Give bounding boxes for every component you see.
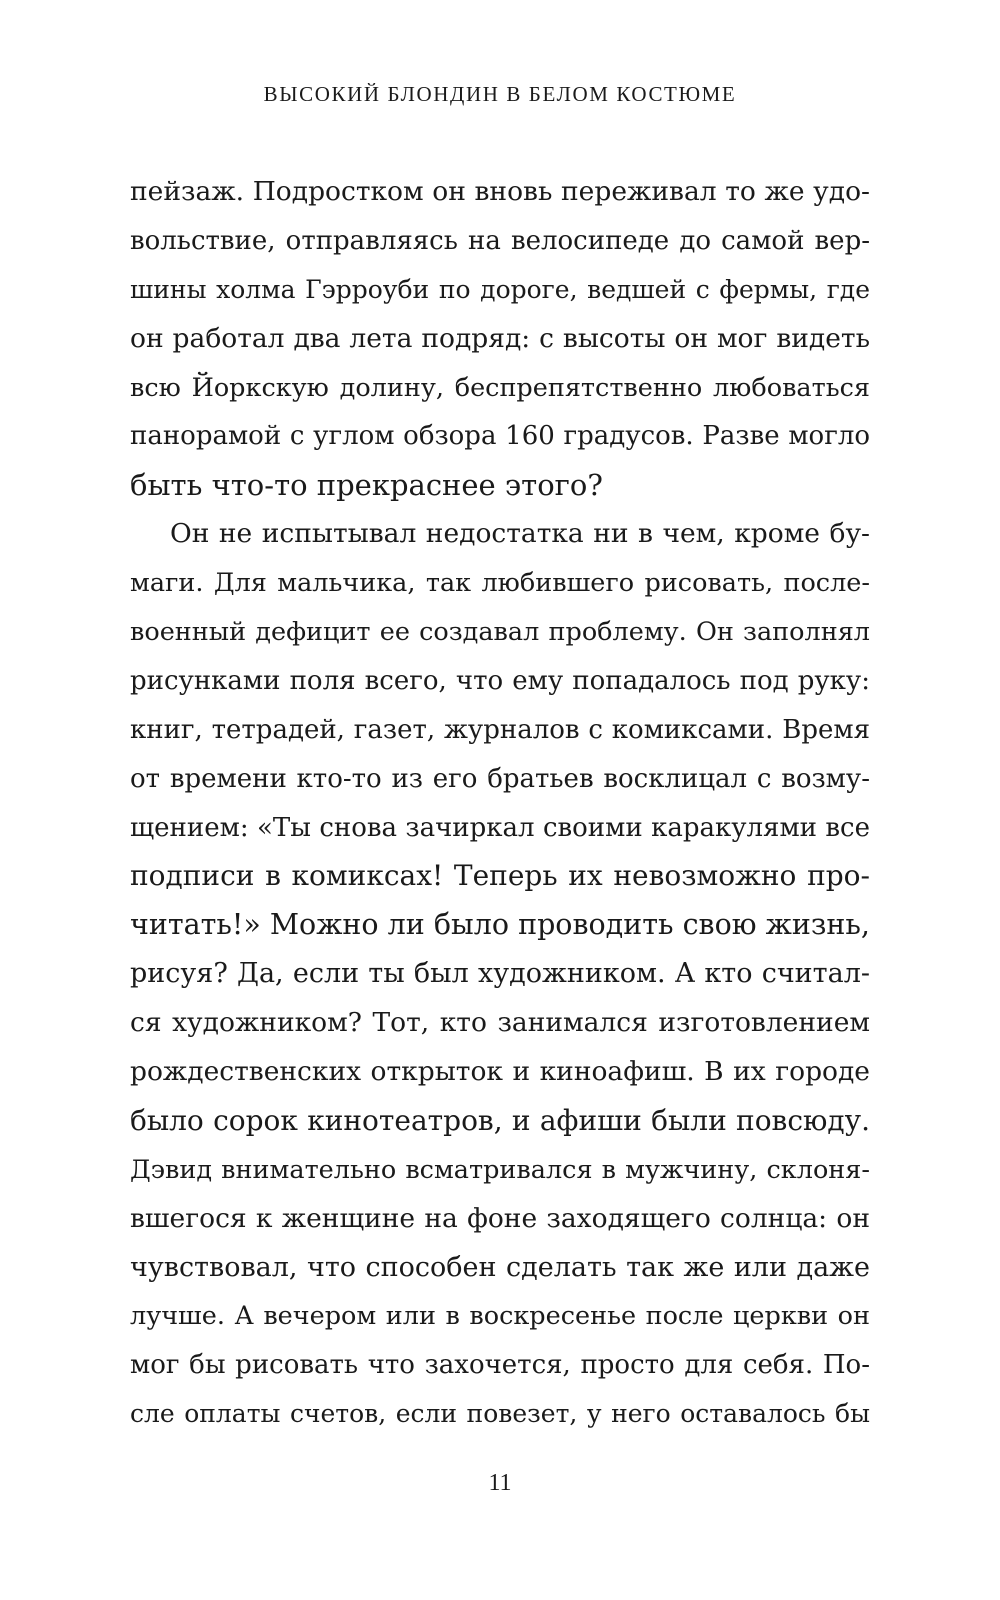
text-line: быть что-то прекраснее этого? bbox=[130, 468, 603, 503]
text-line: вшегося к женщине на фоне заходящего солнца: он bbox=[130, 1202, 870, 1234]
text-line: рисуя? Да, если ты был художником. А кто считал- bbox=[130, 958, 870, 990]
text-line: мог бы рисовать что захочется, просто для себя. По- bbox=[130, 1350, 870, 1381]
text-line: книг, тетрадей, газет, журналов с комиксами. Время bbox=[130, 714, 870, 745]
text-line: вольствие, отправляясь на велосипеде до самой вер- bbox=[130, 225, 870, 256]
text-line: щением: «Ты снова зачиркал своими каракулями все bbox=[130, 812, 870, 843]
text-line: подписи в комиксах! Теперь их невозможно про- bbox=[130, 859, 870, 893]
page-header: ВЫСОКИЙ БЛОНДИН В БЕЛОМ КОСТЮМЕ bbox=[263, 82, 737, 106]
text-line: ся художником? Тот, кто занимался изготовлением bbox=[130, 1007, 870, 1039]
text-line: лучше. А вечером или в воскресенье после церкви он bbox=[130, 1301, 870, 1332]
text-line: шины холма Гэрроуби по дороге, ведшей с фермы, где bbox=[130, 274, 870, 304]
text-line: читать!» Можно ли было проводить свою жизнь, bbox=[130, 908, 870, 942]
text-line: военный дефицит ее создавал проблему. Он заполнял bbox=[130, 617, 870, 648]
text-line: маги. Для мальчика, так любившего рисовать, после- bbox=[130, 568, 870, 599]
text-line: Он не испытывал недостатка ни в чем, кроме бу- bbox=[170, 518, 870, 550]
text-line: всю Йоркскую долину, беспрепятственно любоваться bbox=[130, 372, 870, 403]
text-line: от времени кто-то из его братьев восклицал с возму- bbox=[130, 763, 870, 794]
text-line: рождественских открыток и киноафиш. В их городе bbox=[130, 1056, 870, 1088]
paragraph bbox=[130, 510, 870, 1439]
body-text bbox=[130, 168, 870, 1439]
text-line: пейзаж. Подростком он вновь переживал то же удо- bbox=[130, 176, 870, 207]
text-line: было сорок кинотеатров, и афиши были повсюду. bbox=[130, 1103, 870, 1137]
text-line: панорамой с углом обзора 160 градусов. Разве могло bbox=[130, 421, 870, 452]
text-line: он работал два лета подряд: с высоты он мог видеть bbox=[130, 322, 870, 354]
text-line: сле оплаты счетов, если повезет, у него оставалось бы bbox=[130, 1399, 870, 1429]
text-line: рисунками поля всего, что ему попадалось под руку: bbox=[130, 665, 870, 696]
page-number: 11 bbox=[488, 1470, 512, 1496]
paragraph bbox=[130, 168, 870, 510]
text-line: Дэвид внимательно всматривался в мужчину, склоня- bbox=[130, 1154, 870, 1185]
text-line: чувствовал, что способен сделать так же или даже bbox=[130, 1251, 870, 1283]
